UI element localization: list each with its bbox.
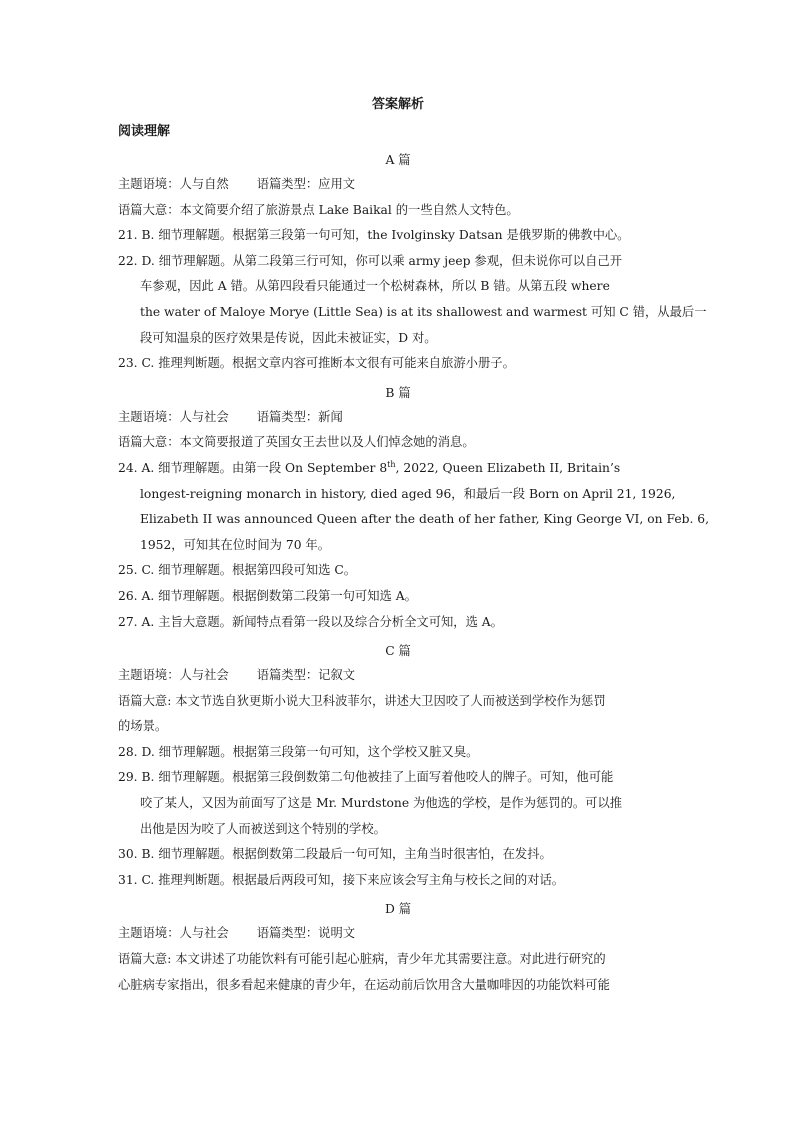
passage-d-theme: 主题语境：人与社会	[118, 926, 229, 941]
answer-28: 28. D. 细节理解题。根据第三段第一句可知，这个学校又脏又臭。	[118, 744, 479, 759]
passage-a-type: 语篇类型：应用文	[256, 177, 356, 191]
answer-24-line: 1952，可知其在位时间为 70 年。	[140, 537, 331, 552]
section-title: 阅读理解	[118, 124, 171, 139]
answer-29-line: 咬了某人，又因为前面写了这是 Mr. Murdstone 为他选的学校，是作为惩罚的。可以推	[140, 796, 623, 811]
answer-25: 25. C. 细节理解题。根据第四段可知选 C。	[118, 563, 357, 578]
answer-22-line: 22. D. 细节理解题。从第二段第三行可知，你可以乘 army jeep 参观，但未说你可以自己开	[118, 253, 622, 268]
answer-sheet	[118, 92, 710, 998]
passage-c-summary-line: 的场景。	[118, 719, 168, 734]
answer-21: 21. B. 细节理解题。根据第三段第一句可知，the Ivolginsky Datsan 是俄罗斯的佛教中心。	[118, 228, 630, 243]
passage-a-summary: 语篇大意：本文简要介绍了旅游景点 Lake Baikal 的一些自然人文特色。	[118, 202, 519, 217]
passage-d-summary	[118, 947, 678, 998]
answer-22-line: 段可知温泉的医疗效果是传说，因此未被证实，D 对。	[140, 330, 437, 345]
answer-22	[118, 249, 707, 351]
answer-27: 27. A. 主旨大意题。新闻特点看第一段以及综合分析全文可知，选 A。	[118, 614, 503, 629]
passage-c-summary-line: 语篇大意: 本文节选自狄更斯小说大卫科波菲尔，讲述大卫因咬了人而被送到学校作为惩罚	[118, 693, 606, 708]
answer-31: 31. C. 推理判断题。根据最后两段可知，接下来应该会写主角与校长之间的对话。	[118, 872, 565, 887]
passage-d-type: 语篇类型：说明文	[256, 926, 356, 941]
answer-29-line: 出他是因为咬了人而被送到这个特别的学校。	[140, 821, 386, 836]
passage-d-summary-line: 语篇大意: 本文讲述了功能饮料有可能引起心脏病，青少年尤其需要注意。对此进行研究的	[118, 952, 606, 967]
passage-a-heading: A 篇	[385, 153, 411, 167]
passage-a-theme: 主题语境：人与自然	[118, 177, 229, 191]
passage-b-heading: B 篇	[385, 385, 411, 400]
passage-b-type: 语篇类型：新闻	[256, 409, 343, 424]
answer-24-text: 24. A. 细节理解题。由第一段 On September 8	[118, 460, 388, 475]
answer-24-line: longest-reigning monarch in history, died aged 96，和最后一段 Born on April 21, 1926,	[140, 486, 676, 501]
answer-24-line: Elizabeth II was announced Queen after the death of her father, King George VI, on Feb. 6,	[140, 512, 710, 527]
passage-b-summary: 语篇大意：本文简要报道了英国女王去世以及人们悼念她的消息。	[118, 435, 475, 450]
answer-22-line: 车参观，因此 A 错。从第四段看只能通过一个松树森林，所以 B 错。从第五段 where	[140, 279, 610, 294]
passage-d-meta	[118, 921, 678, 947]
answer-22-line: the water of Maloye Morye (Little Sea) is at its shallowest and warmest 可知 C 错，从最后一	[140, 304, 707, 319]
ordinal-suffix: th	[387, 459, 396, 469]
page-title: 答案解析	[371, 97, 424, 112]
answer-26: 26. A. 细节理解题。根据倒数第二段第一句可知选 A。	[118, 588, 417, 603]
answer-30: 30. B. 细节理解题。根据倒数第二段最后一句可知，主角当时很害怕，在发抖。	[118, 847, 552, 862]
passage-c-meta	[118, 663, 678, 689]
passage-c-heading: C 篇	[385, 644, 411, 659]
answer-24-line	[118, 456, 678, 482]
passage-b-meta	[118, 405, 678, 431]
answer-24-text: , 2022, Queen Elizabeth II, Britain’s	[395, 460, 621, 475]
passage-c-type: 语篇类型：记叙文	[256, 668, 356, 683]
answer-29-line: 29. B. 细节理解题。根据第三段倒数第二句他被挂了上面写着他咬人的牌子。可知，他可能	[118, 770, 614, 785]
passage-c-summary	[118, 689, 678, 740]
passage-d-heading: D 篇	[384, 902, 412, 917]
passage-d-summary-line: 心脏病专家指出，很多看起来健康的青少年，在运动前后饮用含大量咖啡因的功能饮料可能	[118, 977, 610, 992]
passage-b-theme: 主题语境：人与社会	[118, 409, 229, 424]
answer-29	[118, 765, 678, 842]
answer-24	[118, 456, 710, 558]
passage-a-meta	[118, 172, 678, 198]
passage-c-theme: 主题语境：人与社会	[118, 668, 229, 683]
answer-23: 23. C. 推理判断题。根据文章内容可推断本文很有可能来自旅游小册子。	[118, 356, 515, 371]
